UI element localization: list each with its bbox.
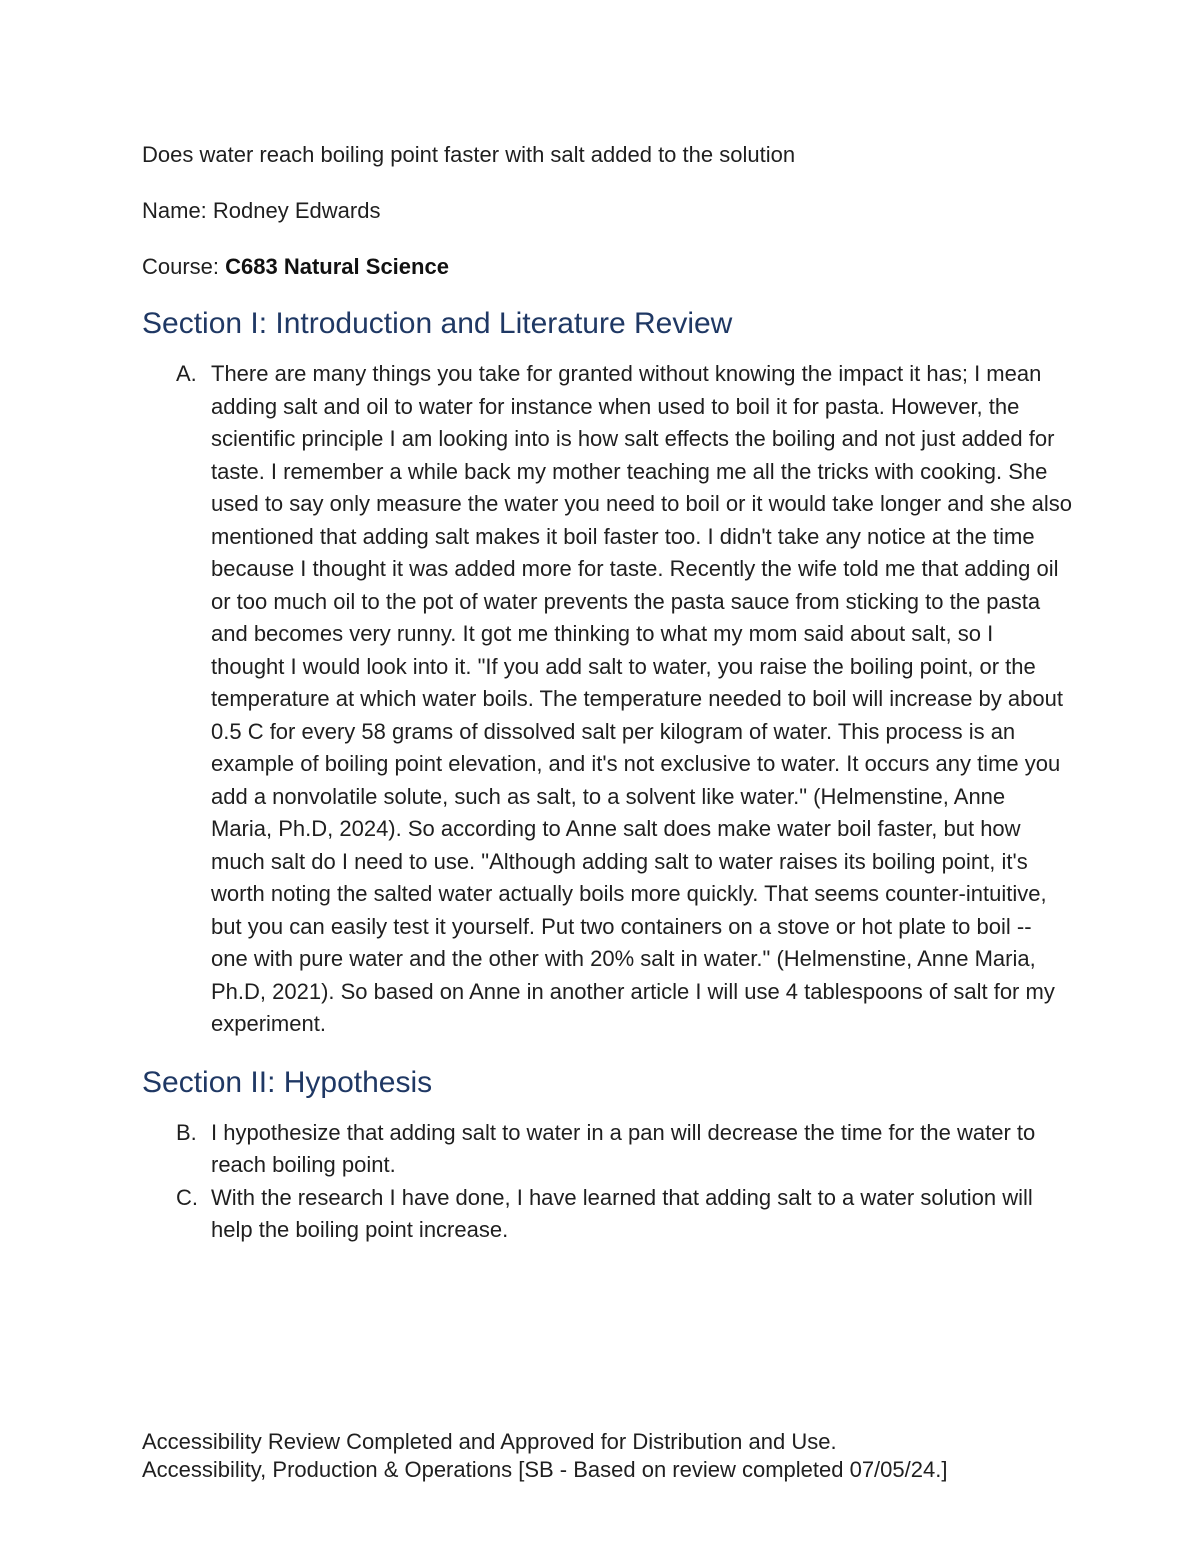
list-item [142,1182,1072,1247]
list-marker: A. [176,361,197,386]
accessibility-footer [142,1428,1142,1484]
document-title: Does water reach boiling point faster with salt added to the solution [142,142,796,167]
section2-list [142,1117,1072,1247]
list-item [142,1117,1072,1182]
section1-heading: Section I: Introduction and Literature Review [142,307,733,340]
list-marker: B. [176,1119,197,1145]
section2-heading: Section II: Hypothesis [142,1065,433,1099]
list-item-text: With the research I have done, I have learned that adding salt to a water solution will help the boiling point increase. [211,1184,1033,1242]
list-item-text: I hypothesize that adding salt to water in a pan will decrease the time for the water to reach boiling point. [211,1119,1036,1177]
list-marker: C. [176,1184,198,1210]
document-body [142,138,1072,1247]
footer-line-2: Accessibility, Production & Operations [SB - Based on review completed 07/05/24.] [142,1457,948,1482]
course-line [142,250,1072,284]
name-label: Name: [142,198,213,223]
footer-line-1: Accessibility Review Completed and Approved for Distribution and Use. [142,1429,837,1454]
list-item [142,358,1072,1041]
name-value: Rodney Edwards [212,198,381,223]
section1-list [142,358,1072,1041]
list-item-text: There are many things you take for granted without knowing the impact it has; I mean adding salt and oil to water for instance when used to boil it for pasta. However, the scientific principle I am looking into is how salt effects the boiling and not just added for taste. I remember a while back my mother teaching me all the tricks with cooking. She used to say only measure the water you need to boil or it would take longer and she also mentioned that adding salt makes it boil faster too. I didn't take any notice at the time because I thought it was added more for taste. Recently the wife told me that adding oil or too much oil to the pot of water prevents the pasta sauce from sticking to the pasta and becomes very runny. It got me thinking to what my mom said about salt, so I thought I would look into it. "If you add salt to water, you raise the boiling point, or the temperature at which water boils. The temperature needed to boil will increase by about 0.5 C for every 58 grams of dissolved salt per kilogram of water. This process is an example of boiling point elevation, and it's not exclusive to water. It occurs any time you add a nonvolatile solute, such as salt, to a solvent like water." (Helmenstine, Anne Maria, Ph.D, 2024). So according to Anne salt does make water boil faster, but how much salt do I need to use. "Although adding salt to water raises its boiling point, it's worth noting the salted water actually boils more quickly. That seems counter-intuitive, but you can easily test it yourself. Put two containers on a stove or hot plate to boil -- one with pure water and the other with 20% salt in water." (Helmenstine, Anne Maria, Ph.D, 2021). So based on Anne in another article I will use 4 tablespoons of salt for my experiment. [211,361,1072,1036]
course-label: Course: [142,254,226,279]
course-value: C683 Natural Science [225,254,449,279]
name-line [142,194,1072,228]
